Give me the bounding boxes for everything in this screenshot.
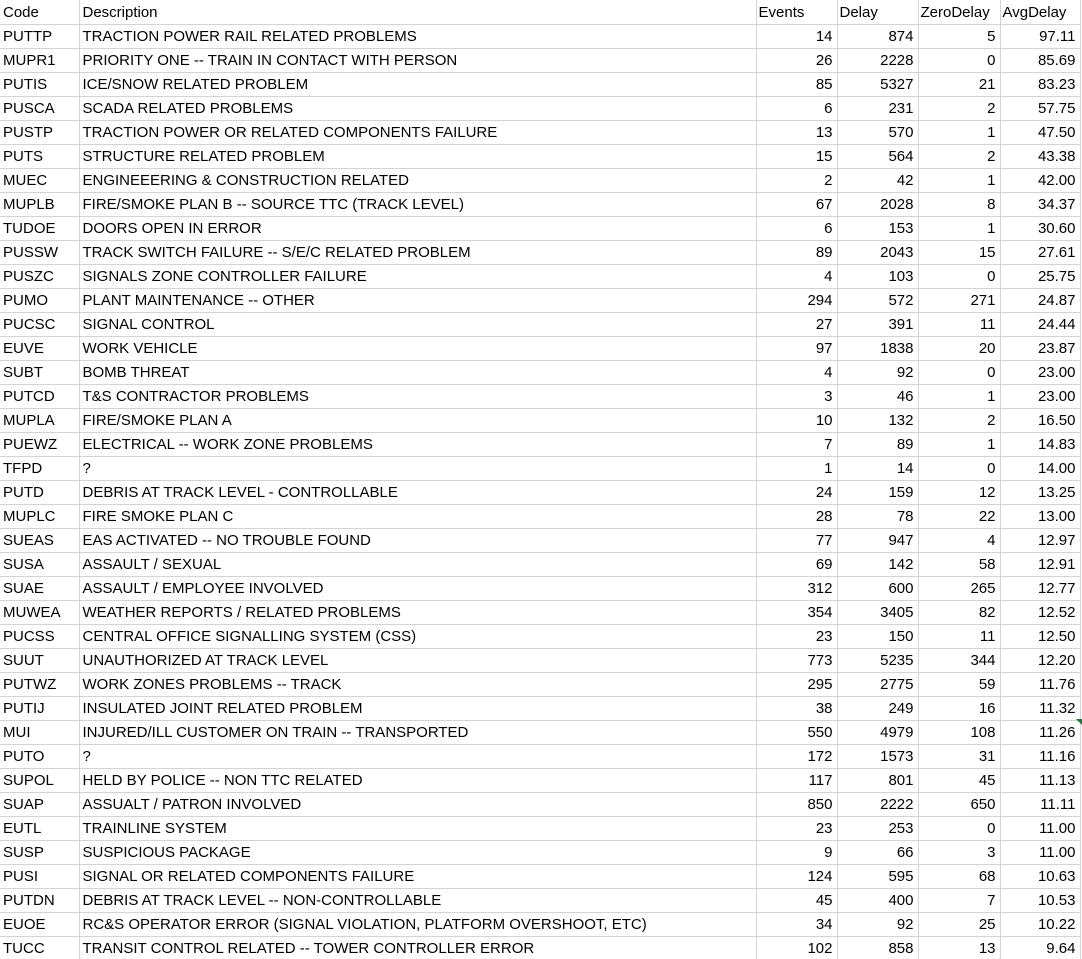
table-row	[0, 936, 1080, 959]
table-row	[0, 744, 1080, 768]
table-row	[0, 864, 1080, 888]
cell-zero-delay[interactable]: 12	[918, 480, 1000, 504]
cell-delay[interactable]: 947	[837, 528, 918, 552]
cell-avg-delay[interactable]: 14.00	[1000, 456, 1080, 480]
cell-delay[interactable]: 78	[837, 504, 918, 528]
cell-description[interactable]: TRACTION POWER RAIL RELATED PROBLEMS	[79, 24, 756, 48]
cell-delay[interactable]: 42	[837, 168, 918, 192]
cell-delay[interactable]: 858	[837, 936, 918, 959]
cell-avg-delay[interactable]: 11.76	[1000, 672, 1080, 696]
cell-code[interactable]: EUVE	[0, 336, 79, 360]
cell-avg-delay[interactable]: 42.00	[1000, 168, 1080, 192]
table-row	[0, 168, 1080, 192]
cell-events[interactable]: 14	[756, 24, 837, 48]
cell-delay[interactable]: 103	[837, 264, 918, 288]
cell-description[interactable]: ICE/SNOW RELATED PROBLEM	[79, 72, 756, 96]
cell-description[interactable]: DEBRIS AT TRACK LEVEL -- NON-CONTROLLABLE	[79, 888, 756, 912]
cell-events[interactable]: 15	[756, 144, 837, 168]
cell-zero-delay[interactable]: 0	[918, 816, 1000, 840]
cell-avg-delay[interactable]: 11.32	[1000, 696, 1080, 720]
cell-avg-delay[interactable]: 11.00	[1000, 816, 1080, 840]
cell-zero-delay[interactable]: 2	[918, 96, 1000, 120]
cell-avg-delay[interactable]: 13.00	[1000, 504, 1080, 528]
cell-zero-delay[interactable]: 1	[918, 168, 1000, 192]
cell-zero-delay[interactable]: 45	[918, 768, 1000, 792]
cell-zero-delay[interactable]: 31	[918, 744, 1000, 768]
table-row	[0, 24, 1080, 48]
table-row	[0, 624, 1080, 648]
table-row	[0, 360, 1080, 384]
cell-events[interactable]: 6	[756, 216, 837, 240]
cell-code[interactable]: PUTIS	[0, 72, 79, 96]
table-row	[0, 720, 1080, 744]
cell-code[interactable]: SUUT	[0, 648, 79, 672]
cell-delay[interactable]: 400	[837, 888, 918, 912]
cell-delay[interactable]: 391	[837, 312, 918, 336]
cell-delay[interactable]: 564	[837, 144, 918, 168]
cell-avg-delay[interactable]: 11.11	[1000, 792, 1080, 816]
table-row	[0, 456, 1080, 480]
cell-events[interactable]: 3	[756, 384, 837, 408]
cell-code[interactable]: TUCC	[0, 936, 79, 959]
table-row	[0, 240, 1080, 264]
cell-events[interactable]: 85	[756, 72, 837, 96]
cell-events[interactable]: 38	[756, 696, 837, 720]
cell-description[interactable]: STRUCTURE RELATED PROBLEM	[79, 144, 756, 168]
cell-comment-marker	[1076, 719, 1082, 725]
table-row	[0, 72, 1080, 96]
cell-events[interactable]: 295	[756, 672, 837, 696]
table-row	[0, 120, 1080, 144]
cell-code[interactable]: PUTCD	[0, 384, 79, 408]
cell-delay[interactable]: 595	[837, 864, 918, 888]
cell-code[interactable]: MUI	[0, 720, 79, 744]
table-row	[0, 576, 1080, 600]
cell-zero-delay[interactable]: 13	[918, 936, 1000, 959]
table-row	[0, 288, 1080, 312]
cell-zero-delay[interactable]: 265	[918, 576, 1000, 600]
cell-zero-delay[interactable]: 82	[918, 600, 1000, 624]
cell-avg-delay[interactable]: 12.91	[1000, 552, 1080, 576]
table-row	[0, 216, 1080, 240]
table-row	[0, 504, 1080, 528]
cell-zero-delay[interactable]: 0	[918, 360, 1000, 384]
cell-avg-delay[interactable]: 34.37	[1000, 192, 1080, 216]
header-zero-delay[interactable]: ZeroDelay	[918, 0, 1000, 24]
cell-zero-delay[interactable]: 20	[918, 336, 1000, 360]
cell-zero-delay[interactable]: 650	[918, 792, 1000, 816]
cell-zero-delay[interactable]: 21	[918, 72, 1000, 96]
table-row	[0, 888, 1080, 912]
table-row	[0, 408, 1080, 432]
cell-delay[interactable]: 5327	[837, 72, 918, 96]
header-events[interactable]: Events	[756, 0, 837, 24]
cell-zero-delay[interactable]: 2	[918, 144, 1000, 168]
table-row	[0, 648, 1080, 672]
cell-code[interactable]: PUTIJ	[0, 696, 79, 720]
cell-zero-delay[interactable]: 4	[918, 528, 1000, 552]
cell-events[interactable]: 27	[756, 312, 837, 336]
header-avg-delay[interactable]: AvgDelay	[1000, 0, 1080, 24]
cell-code[interactable]: MUPLA	[0, 408, 79, 432]
cell-events[interactable]: 34	[756, 912, 837, 936]
cell-delay[interactable]: 2775	[837, 672, 918, 696]
cell-zero-delay[interactable]: 344	[918, 648, 1000, 672]
cell-avg-delay[interactable]: 30.60	[1000, 216, 1080, 240]
cell-avg-delay[interactable]: 85.69	[1000, 48, 1080, 72]
cell-delay[interactable]: 874	[837, 24, 918, 48]
cell-zero-delay[interactable]: 0	[918, 264, 1000, 288]
cell-delay[interactable]: 2222	[837, 792, 918, 816]
cell-events[interactable]: 102	[756, 936, 837, 959]
cell-description[interactable]: FIRE SMOKE PLAN C	[79, 504, 756, 528]
cell-code[interactable]: PUSCA	[0, 96, 79, 120]
cell-zero-delay[interactable]: 22	[918, 504, 1000, 528]
cell-events[interactable]: 67	[756, 192, 837, 216]
cell-avg-delay[interactable]: 12.77	[1000, 576, 1080, 600]
cell-events[interactable]: 45	[756, 888, 837, 912]
cell-avg-delay[interactable]: 11.16	[1000, 744, 1080, 768]
cell-delay[interactable]: 801	[837, 768, 918, 792]
table-row	[0, 264, 1080, 288]
table-row	[0, 432, 1080, 456]
cell-zero-delay[interactable]: 16	[918, 696, 1000, 720]
cell-delay[interactable]: 153	[837, 216, 918, 240]
cell-description[interactable]: WEATHER REPORTS / RELATED PROBLEMS	[79, 600, 756, 624]
cell-code[interactable]: PUSSW	[0, 240, 79, 264]
cell-events[interactable]: 117	[756, 768, 837, 792]
cell-delay[interactable]: 572	[837, 288, 918, 312]
cell-avg-delay[interactable]: 14.83	[1000, 432, 1080, 456]
cell-avg-delay[interactable]: 11.26	[1000, 720, 1080, 744]
cell-delay[interactable]: 14	[837, 456, 918, 480]
cell-delay[interactable]: 2228	[837, 48, 918, 72]
cell-code[interactable]: PUTD	[0, 480, 79, 504]
cell-code[interactable]: PUSZC	[0, 264, 79, 288]
cell-description[interactable]: ?	[79, 744, 756, 768]
cell-avg-delay[interactable]: 23.87	[1000, 336, 1080, 360]
cell-code[interactable]: PUSI	[0, 864, 79, 888]
table-row	[0, 192, 1080, 216]
cell-code[interactable]: PUEWZ	[0, 432, 79, 456]
cell-delay[interactable]: 150	[837, 624, 918, 648]
cell-description[interactable]: TRACK SWITCH FAILURE -- S/E/C RELATED PROBLEM	[79, 240, 756, 264]
cell-zero-delay[interactable]: 0	[918, 48, 1000, 72]
cell-events[interactable]: 1	[756, 456, 837, 480]
cell-events[interactable]: 6	[756, 96, 837, 120]
cell-description[interactable]: SCADA RELATED PROBLEMS	[79, 96, 756, 120]
header-description[interactable]: Description	[79, 0, 756, 24]
cell-delay[interactable]: 5235	[837, 648, 918, 672]
cell-code[interactable]: SUEAS	[0, 528, 79, 552]
cell-code[interactable]: SUSP	[0, 840, 79, 864]
cell-delay[interactable]: 159	[837, 480, 918, 504]
cell-delay[interactable]: 2028	[837, 192, 918, 216]
cell-delay[interactable]: 3405	[837, 600, 918, 624]
cell-events[interactable]: 4	[756, 360, 837, 384]
cell-description[interactable]: ASSAULT / SEXUAL	[79, 552, 756, 576]
cell-zero-delay[interactable]: 15	[918, 240, 1000, 264]
cell-avg-delay[interactable]: 10.63	[1000, 864, 1080, 888]
cell-delay[interactable]: 570	[837, 120, 918, 144]
cell-events[interactable]: 23	[756, 624, 837, 648]
cell-zero-delay[interactable]: 1	[918, 216, 1000, 240]
cell-description[interactable]: DEBRIS AT TRACK LEVEL - CONTROLLABLE	[79, 480, 756, 504]
cell-delay[interactable]: 89	[837, 432, 918, 456]
cell-avg-delay[interactable]: 9.64	[1000, 936, 1080, 959]
cell-events[interactable]: 97	[756, 336, 837, 360]
cell-code[interactable]: PUTO	[0, 744, 79, 768]
cell-delay[interactable]: 1838	[837, 336, 918, 360]
cell-zero-delay[interactable]: 7	[918, 888, 1000, 912]
cell-code[interactable]: TUDOE	[0, 216, 79, 240]
cell-description[interactable]: INJURED/ILL CUSTOMER ON TRAIN -- TRANSPORTED	[79, 720, 756, 744]
cell-zero-delay[interactable]: 3	[918, 840, 1000, 864]
cell-events[interactable]: 10	[756, 408, 837, 432]
cell-delay[interactable]: 66	[837, 840, 918, 864]
cell-code[interactable]: PUMO	[0, 288, 79, 312]
cell-avg-delay[interactable]: 83.23	[1000, 72, 1080, 96]
cell-events[interactable]: 172	[756, 744, 837, 768]
cell-delay[interactable]: 92	[837, 912, 918, 936]
table-row	[0, 816, 1080, 840]
table-row	[0, 768, 1080, 792]
cell-description[interactable]: TRAINLINE SYSTEM	[79, 816, 756, 840]
header-row	[0, 0, 1080, 24]
table-row	[0, 96, 1080, 120]
cell-avg-delay[interactable]: 24.87	[1000, 288, 1080, 312]
cell-avg-delay[interactable]: 11.13	[1000, 768, 1080, 792]
cell-avg-delay[interactable]: 97.11	[1000, 24, 1080, 48]
cell-events[interactable]: 77	[756, 528, 837, 552]
cell-avg-delay[interactable]: 47.50	[1000, 120, 1080, 144]
cell-avg-delay[interactable]: 57.75	[1000, 96, 1080, 120]
cell-delay[interactable]: 92	[837, 360, 918, 384]
cell-avg-delay[interactable]: 25.75	[1000, 264, 1080, 288]
cell-delay[interactable]: 249	[837, 696, 918, 720]
cell-code[interactable]: MUPLB	[0, 192, 79, 216]
cell-zero-delay[interactable]: 271	[918, 288, 1000, 312]
cell-code[interactable]: PUSTP	[0, 120, 79, 144]
cell-description[interactable]: INSULATED JOINT RELATED PROBLEM	[79, 696, 756, 720]
table-body	[0, 24, 1080, 959]
cell-description[interactable]: FIRE/SMOKE PLAN A	[79, 408, 756, 432]
cell-description[interactable]: ASSAULT / EMPLOYEE INVOLVED	[79, 576, 756, 600]
cell-zero-delay[interactable]: 25	[918, 912, 1000, 936]
table-row	[0, 672, 1080, 696]
cell-delay[interactable]: 4979	[837, 720, 918, 744]
table-row	[0, 312, 1080, 336]
cell-events[interactable]: 89	[756, 240, 837, 264]
table-row	[0, 912, 1080, 936]
cell-code[interactable]: MUPR1	[0, 48, 79, 72]
cell-code[interactable]: PUTWZ	[0, 672, 79, 696]
cell-events[interactable]: 294	[756, 288, 837, 312]
table-row	[0, 552, 1080, 576]
cell-avg-delay[interactable]: 10.53	[1000, 888, 1080, 912]
cell-events[interactable]: 850	[756, 792, 837, 816]
cell-code[interactable]: TFPD	[0, 456, 79, 480]
cell-avg-delay[interactable]: 11.00	[1000, 840, 1080, 864]
cell-description[interactable]: WORK VEHICLE	[79, 336, 756, 360]
cell-events[interactable]: 2	[756, 168, 837, 192]
cell-code[interactable]: PUCSS	[0, 624, 79, 648]
table-row	[0, 336, 1080, 360]
cell-code[interactable]: SUAE	[0, 576, 79, 600]
cell-avg-delay[interactable]: 16.50	[1000, 408, 1080, 432]
table-row	[0, 144, 1080, 168]
cell-description[interactable]: CENTRAL OFFICE SIGNALLING SYSTEM (CSS)	[79, 624, 756, 648]
cell-delay[interactable]: 142	[837, 552, 918, 576]
cell-zero-delay[interactable]: 0	[918, 456, 1000, 480]
table-row	[0, 840, 1080, 864]
cell-avg-delay[interactable]: 24.44	[1000, 312, 1080, 336]
cell-description[interactable]: EAS ACTIVATED -- NO TROUBLE FOUND	[79, 528, 756, 552]
cell-description[interactable]: TRACTION POWER OR RELATED COMPONENTS FAILURE	[79, 120, 756, 144]
cell-avg-delay[interactable]: 12.20	[1000, 648, 1080, 672]
cell-events[interactable]: 7	[756, 432, 837, 456]
cell-description[interactable]: SUSPICIOUS PACKAGE	[79, 840, 756, 864]
cell-code[interactable]: PUTTP	[0, 24, 79, 48]
cell-description[interactable]: PRIORITY ONE -- TRAIN IN CONTACT WITH PERSON	[79, 48, 756, 72]
cell-description[interactable]: HELD BY POLICE -- NON TTC RELATED	[79, 768, 756, 792]
cell-events[interactable]: 28	[756, 504, 837, 528]
cell-zero-delay[interactable]: 59	[918, 672, 1000, 696]
cell-code[interactable]: MUPLC	[0, 504, 79, 528]
cell-zero-delay[interactable]: 8	[918, 192, 1000, 216]
cell-description[interactable]: SIGNALS ZONE CONTROLLER FAILURE	[79, 264, 756, 288]
cell-description[interactable]: DOORS OPEN IN ERROR	[79, 216, 756, 240]
cell-avg-delay[interactable]: 23.00	[1000, 384, 1080, 408]
cell-delay[interactable]: 132	[837, 408, 918, 432]
cell-code[interactable]: MUEC	[0, 168, 79, 192]
cell-description[interactable]: ?	[79, 456, 756, 480]
cell-code[interactable]: PUTDN	[0, 888, 79, 912]
table-row	[0, 384, 1080, 408]
cell-zero-delay[interactable]: 1	[918, 432, 1000, 456]
cell-description[interactable]: SIGNAL CONTROL	[79, 312, 756, 336]
cell-zero-delay[interactable]: 11	[918, 624, 1000, 648]
cell-zero-delay[interactable]: 68	[918, 864, 1000, 888]
cell-description[interactable]: T&S CONTRACTOR PROBLEMS	[79, 384, 756, 408]
cell-description[interactable]: UNAUTHORIZED AT TRACK LEVEL	[79, 648, 756, 672]
cell-avg-delay[interactable]: 12.52	[1000, 600, 1080, 624]
cell-avg-delay[interactable]: 27.61	[1000, 240, 1080, 264]
cell-delay[interactable]: 231	[837, 96, 918, 120]
cell-description[interactable]: SIGNAL OR RELATED COMPONENTS FAILURE	[79, 864, 756, 888]
header-delay[interactable]: Delay	[837, 0, 918, 24]
cell-events[interactable]: 312	[756, 576, 837, 600]
table-row	[0, 48, 1080, 72]
table-row	[0, 480, 1080, 504]
cell-description[interactable]: FIRE/SMOKE PLAN B -- SOURCE TTC (TRACK LEVEL)	[79, 192, 756, 216]
table-row	[0, 696, 1080, 720]
cell-code[interactable]: SUAP	[0, 792, 79, 816]
table-row	[0, 792, 1080, 816]
cell-code[interactable]: EUTL	[0, 816, 79, 840]
cell-avg-delay[interactable]: 12.50	[1000, 624, 1080, 648]
cell-events[interactable]: 69	[756, 552, 837, 576]
cell-delay[interactable]: 600	[837, 576, 918, 600]
cell-code[interactable]: SUSA	[0, 552, 79, 576]
cell-events[interactable]: 13	[756, 120, 837, 144]
cell-delay[interactable]: 2043	[837, 240, 918, 264]
cell-avg-delay[interactable]: 13.25	[1000, 480, 1080, 504]
cell-description[interactable]: PLANT MAINTENANCE -- OTHER	[79, 288, 756, 312]
cell-events[interactable]: 9	[756, 840, 837, 864]
cell-code[interactable]: PUCSC	[0, 312, 79, 336]
cell-code[interactable]: MUWEA	[0, 600, 79, 624]
cell-events[interactable]: 26	[756, 48, 837, 72]
table-row	[0, 528, 1080, 552]
cell-events[interactable]: 4	[756, 264, 837, 288]
cell-code[interactable]: PUTS	[0, 144, 79, 168]
cell-avg-delay[interactable]: 12.97	[1000, 528, 1080, 552]
cell-events[interactable]: 124	[756, 864, 837, 888]
cell-avg-delay[interactable]: 23.00	[1000, 360, 1080, 384]
cell-description[interactable]: BOMB THREAT	[79, 360, 756, 384]
cell-events[interactable]: 354	[756, 600, 837, 624]
cell-events[interactable]: 773	[756, 648, 837, 672]
cell-description[interactable]: RC&S OPERATOR ERROR (SIGNAL VIOLATION, PLATFORM OVERSHOOT, ETC)	[79, 912, 756, 936]
cell-delay[interactable]: 46	[837, 384, 918, 408]
cell-events[interactable]: 23	[756, 816, 837, 840]
cell-zero-delay[interactable]: 11	[918, 312, 1000, 336]
cell-zero-delay[interactable]: 2	[918, 408, 1000, 432]
cell-zero-delay[interactable]: 5	[918, 24, 1000, 48]
cell-events[interactable]: 24	[756, 480, 837, 504]
cell-delay[interactable]: 1573	[837, 744, 918, 768]
cell-zero-delay[interactable]: 1	[918, 384, 1000, 408]
cell-code[interactable]: SUBT	[0, 360, 79, 384]
cell-description[interactable]: ENGINEEERING & CONSTRUCTION RELATED	[79, 168, 756, 192]
cell-zero-delay[interactable]: 58	[918, 552, 1000, 576]
cell-events[interactable]: 550	[756, 720, 837, 744]
cell-description[interactable]: ASSUALT / PATRON INVOLVED	[79, 792, 756, 816]
cell-avg-delay[interactable]: 10.22	[1000, 912, 1080, 936]
cell-code[interactable]: EUOE	[0, 912, 79, 936]
cell-avg-delay[interactable]: 43.38	[1000, 144, 1080, 168]
cell-description[interactable]: TRANSIT CONTROL RELATED -- TOWER CONTROLLER ERROR	[79, 936, 756, 959]
table-row	[0, 600, 1080, 624]
cell-code[interactable]: SUPOL	[0, 768, 79, 792]
header-code[interactable]: Code	[0, 0, 79, 24]
cell-description[interactable]: ELECTRICAL -- WORK ZONE PROBLEMS	[79, 432, 756, 456]
cell-zero-delay[interactable]: 108	[918, 720, 1000, 744]
cell-description[interactable]: WORK ZONES PROBLEMS -- TRACK	[79, 672, 756, 696]
cell-delay[interactable]: 253	[837, 816, 918, 840]
cell-zero-delay[interactable]: 1	[918, 120, 1000, 144]
